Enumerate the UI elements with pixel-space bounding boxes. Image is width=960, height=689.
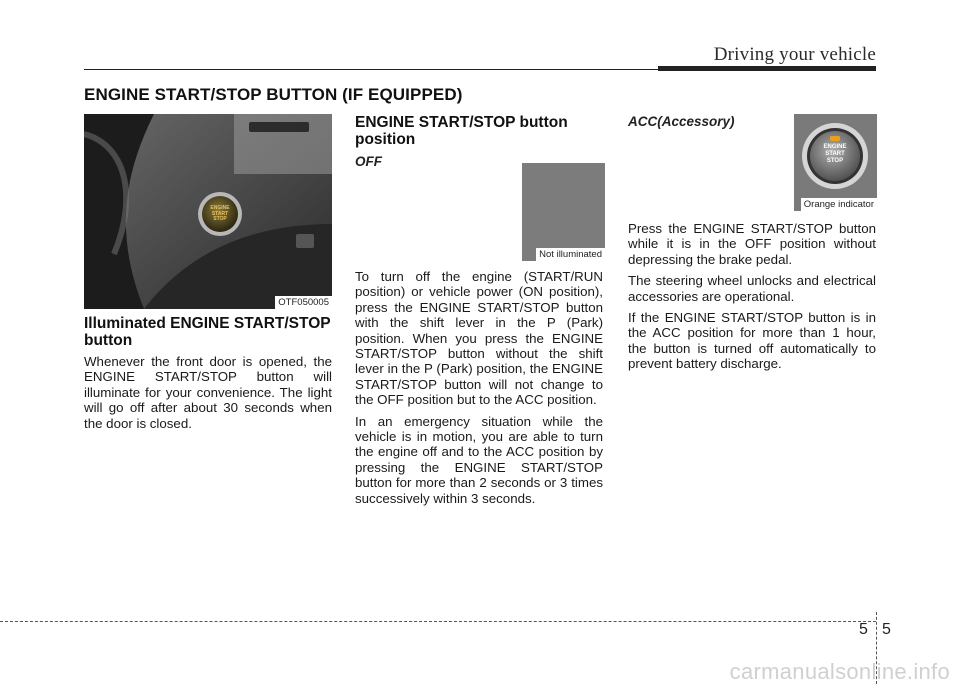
button-text-engine: ENGINE bbox=[210, 205, 230, 211]
chapter-number: 5 bbox=[859, 621, 868, 638]
paragraph-acc-1: Press the ENGINE START/STOP button while it is in the OFF position without depressing the brake pedal. bbox=[628, 221, 876, 267]
subheading-off: OFF bbox=[355, 154, 382, 169]
heading-illuminated: Illuminated ENGINE START/STOP button bbox=[84, 315, 331, 349]
watermark: carmanualsonline.info bbox=[729, 659, 950, 684]
paragraph-acc-2: The steering wheel unlocks and electrical accessories are operational. bbox=[628, 273, 876, 304]
page-number: 5 bbox=[882, 621, 891, 638]
acc-button-text-engine: ENGINE bbox=[823, 144, 847, 150]
paragraph-off-1: To turn off the engine (START/RUN position) or vehicle power (ON position), press the ENGINE START/STOP button with the shift lever in the P (Park) position. When you press the ENGINE START/STOP button without the shift lever in the P (Park) position, the ENGINE START/STOP button will not change to the OFF position but to the ACC position. bbox=[355, 269, 603, 408]
engine-button-label bbox=[206, 206, 234, 223]
paragraph-off-2: In an emergency situation while the vehicle is in motion, you are able to turn the engine off and to the ACC position by pressing the ENGINE START/STOP button for more than 2 seconds or 3 times successively within 3 seconds. bbox=[355, 413, 603, 506]
column-3 bbox=[628, 114, 876, 378]
steering-wheel-photo bbox=[84, 114, 332, 309]
column-2 bbox=[355, 114, 603, 512]
header-rule-accent bbox=[658, 66, 876, 71]
acc-button-label bbox=[816, 144, 854, 165]
heading-button-position: ENGINE START/STOP button position bbox=[355, 114, 568, 148]
column-1 bbox=[84, 114, 332, 437]
footer-rule bbox=[0, 621, 876, 622]
subheading-acc: ACC(Accessory) bbox=[628, 114, 735, 129]
orange-indicator-caption: Orange indicator bbox=[801, 198, 877, 211]
paragraph-acc-3: If the ENGINE START/STOP button is in the ACC position for more than 1 hour, the button is turned off automatically to prevent battery discharge. bbox=[628, 310, 876, 372]
acc-button-text-start: START bbox=[825, 151, 845, 157]
image-code: OTF050005 bbox=[275, 296, 332, 309]
not-illuminated-image bbox=[522, 163, 605, 261]
off-image-area bbox=[355, 169, 603, 265]
paragraph-illuminated: Whenever the front door is opened, the ENGINE START/STOP button will illuminate for your convenience. The light will go off after about 30 seconds when the door is closed. bbox=[84, 354, 332, 431]
acc-button-text-stop: STOP bbox=[826, 158, 844, 164]
button-text-stop: STOP bbox=[213, 216, 227, 222]
section-title: ENGINE START/STOP BUTTON (IF EQUIPPED) bbox=[84, 85, 463, 104]
running-header: Driving your vehicle bbox=[713, 44, 876, 65]
button-text-start: START bbox=[211, 210, 229, 217]
not-illuminated-caption: Not illuminated bbox=[536, 248, 605, 261]
orange-indicator-image bbox=[794, 114, 877, 211]
